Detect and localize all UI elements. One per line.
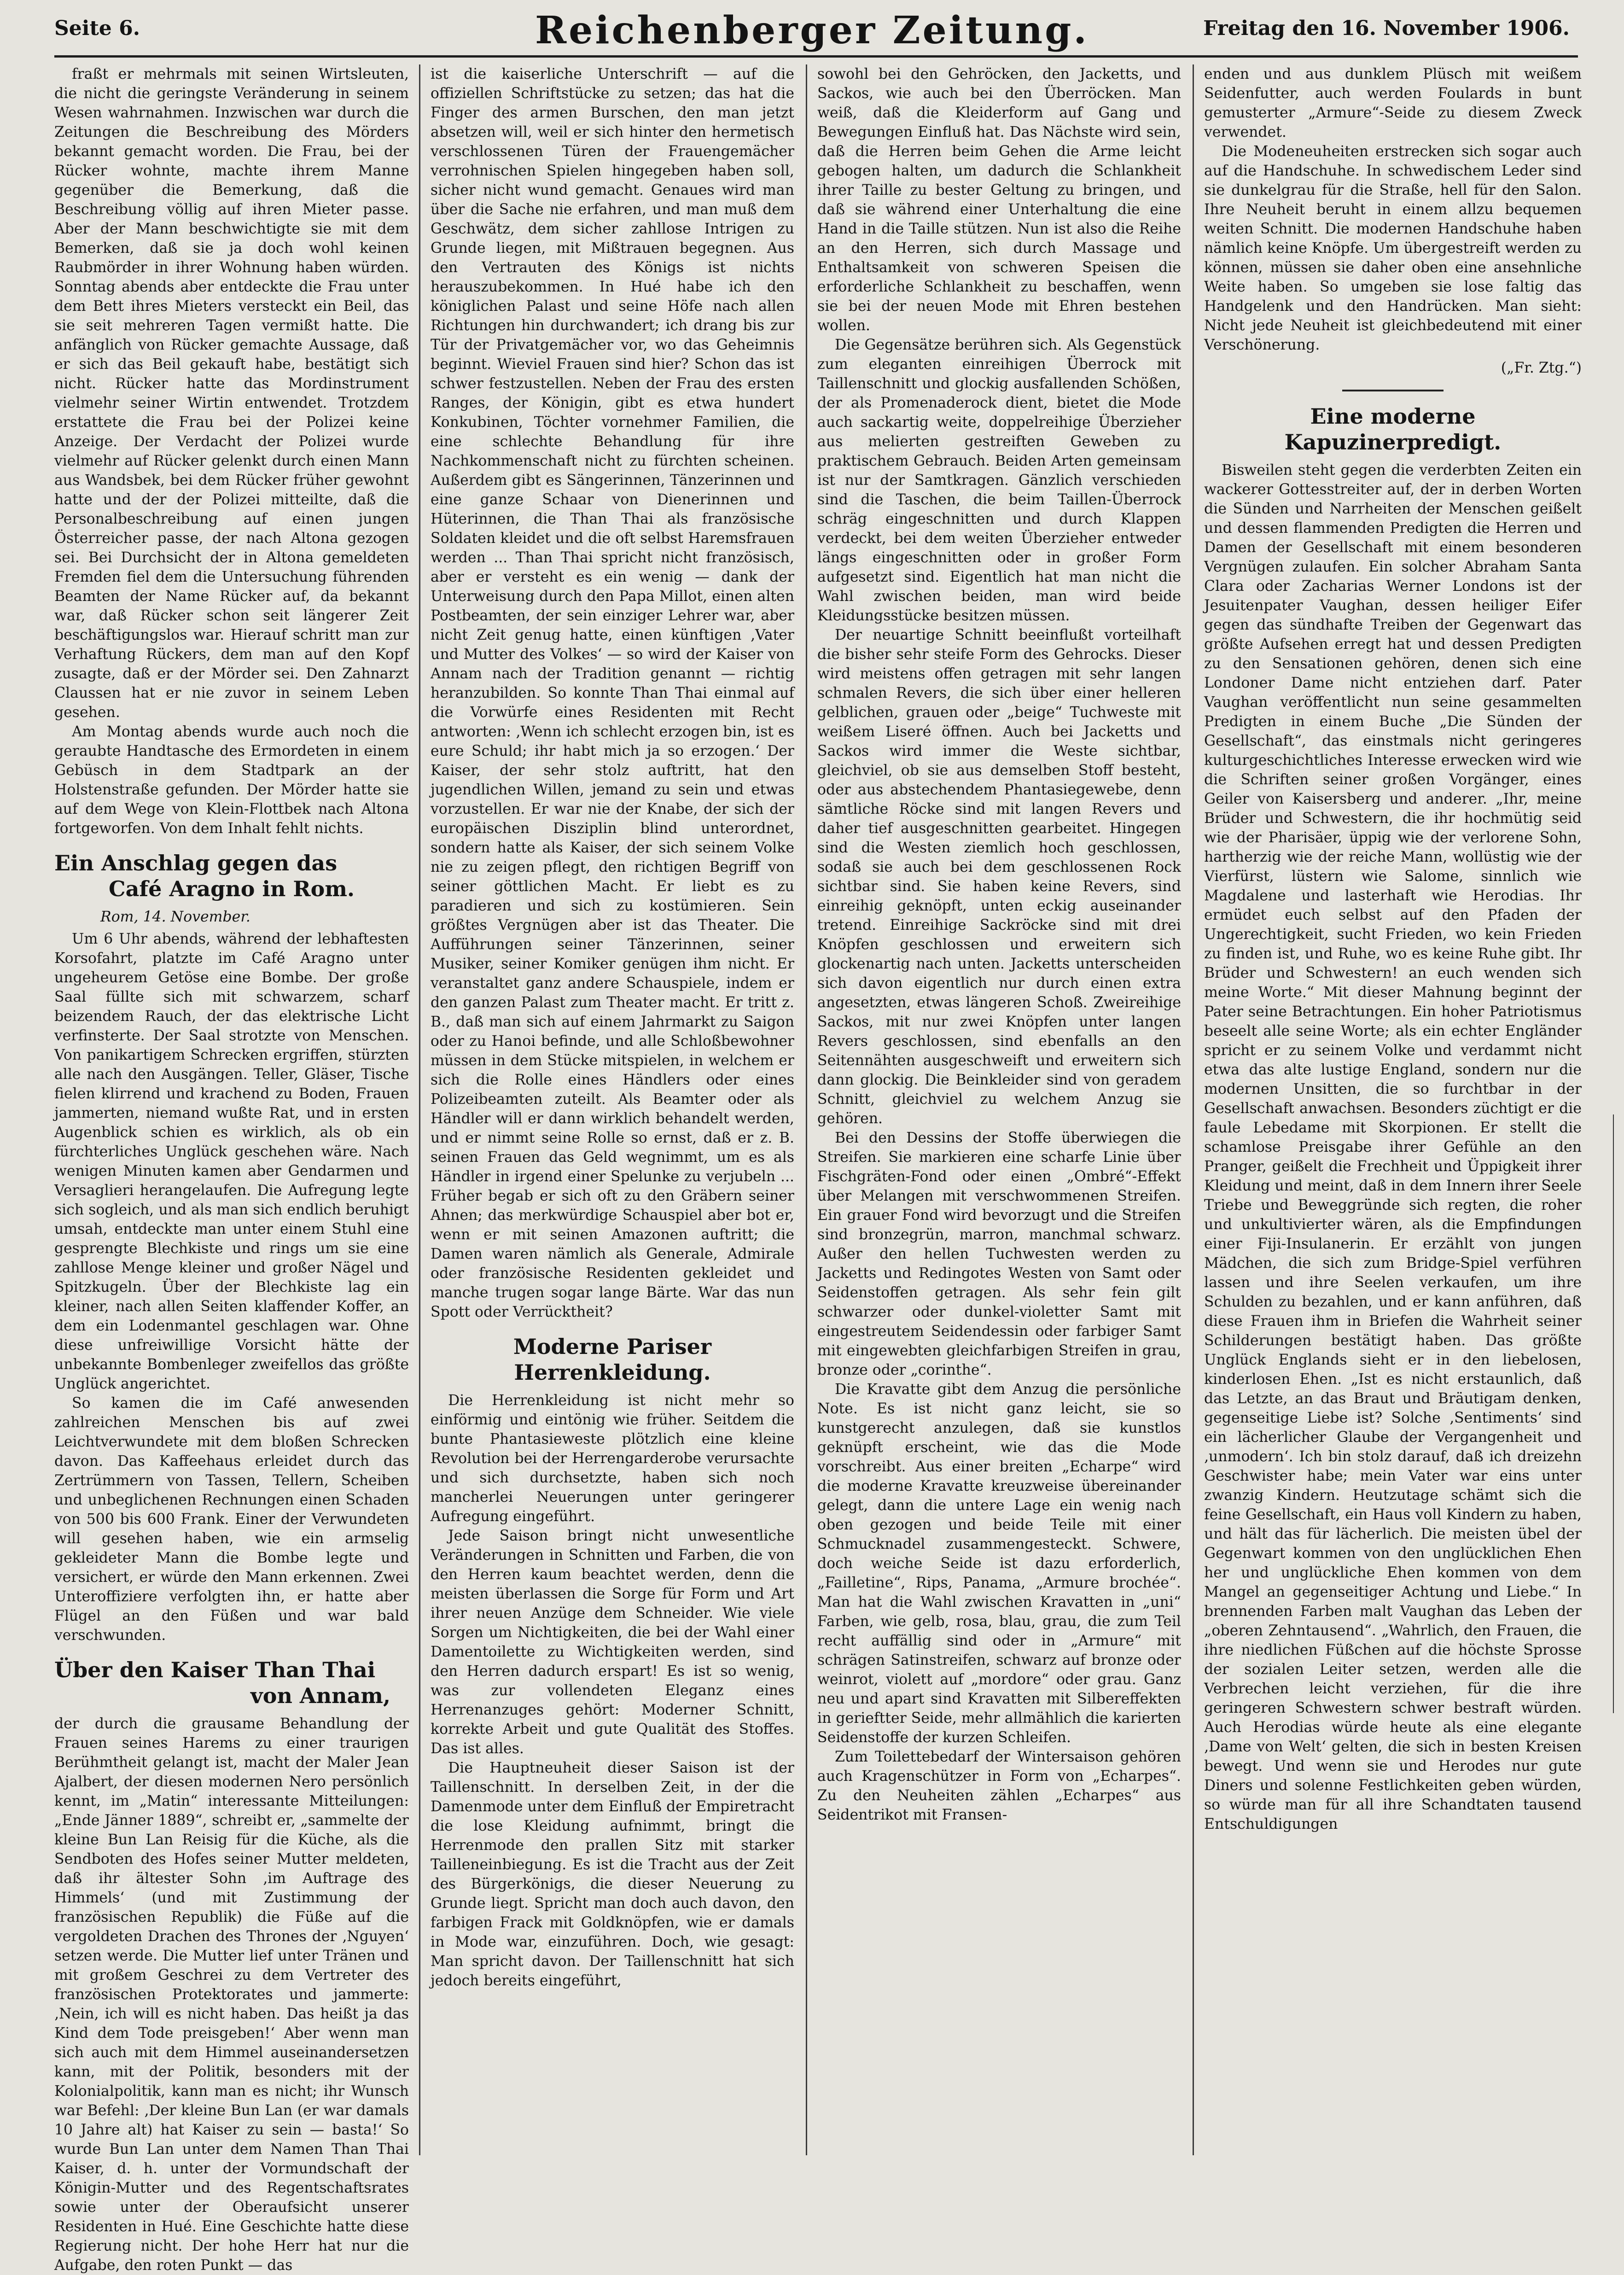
column-divider	[806, 64, 807, 2155]
article-heading-kaiser: Über den Kaiser Than Thai von Annam,	[54, 1657, 390, 1708]
paragraph: Die Kravatte gibt dem Anzug die persönliche Note. Es ist nicht ganz leicht, sie so kunstgerecht anzulegen, daß sie kunstlos geknüpft erscheint, wie das die Mode vorschreibt. Aus einer breiten „Echarpe“ wird die moderne Kravatte kreuzweise übereinander gelegt, dann die untere Lage ein wenig nach oben gezogen und beide Teile mit einer Schmucknadel zusammengesteckt. Schwere, doch weiche Seide ist dazu erforderlich, „Failletine“, Rips, Panama, „Armure brochée“. Man hat die Wahl zwischen Kravatten in „uni“ Farben, wie gelb, rosa, blau, grau, die zum Teil recht auffällig sind oder in „Armure“ mit schrägen Satinstreifen, schwarz auf bronze oder weinrot, violett auf „mordore“ oder grau. Ganz neu und apart sind Kravatten mit Silbereffekten in gerieftter Seide, mehr allmählich die karierten Seidenstoffe der kurzen Schleifen.	[817, 1381, 1181, 1746]
paragraph: Die Herrenkleidung ist nicht mehr so einförmig und eintönig wie früher. Seitdem die bunte Phantasieweste plötzlich eine kleine Revolution bei der Herrengarderobe verursachte und sich durchsetzte, haben sich noch mancherlei Neuerungen unter geringerer Aufregung eingeführt.	[431, 1392, 794, 1525]
column-2	[431, 64, 794, 2164]
section-rule	[1342, 390, 1444, 391]
paragraph: ist die kaiserliche Unterschrift — auf die offiziellen Schriftstücke zu setzen; das hat die Finger des armen Burschen, den man jetzt absetzen will, weil er sich hinter den hermetisch verschlossenen Türen der Frauengemächer verrohnischen Spielen hingegeben haben soll, sicher nicht wund gemacht. Genaues wird man über die Sache nie erfahren, und man muß dem Geschwätz, dem sicher zahllose Intrigen zu Grunde liegen, mit Mißtrauen begegnen. Aus den Vertrauten des Königs ist nichts herauszubekommen. In Hué habe ich den königlichen Palast und seine Höfe nach allen Richtungen hin durchwandert; ich drang bis zur Tür der Privatgemächer vor, wo das Geheimnis beginnt. Wieviel Frauen sind hier? Schon das ist schwer festzustellen. Neben der Frau des ersten Ranges, der Königin, gibt es etwa hundert Konkubinen, Töchter vornehmer Familien, die eine schlechte Behandlung für ihre Nachkommenschaft nicht zu fürchten scheinen. Außerdem gibt es Sängerinnen, Tänzerinnen und eine ganze Schaar von Dienerinnen und Hüterinnen, die Than Thai als französische Soldaten kleidet und die oft selbst Haremsfrauen werden ... Than Thai spricht nicht französisch, aber er versteht es ein wenig — dank der Unterweisung durch den Papa Millot, einen alten Postbeamten, der sein einziger Lehrer war, aber nicht Zeit genug hatte, einen künftigen ‚Vater und Mutter des Volkes‘ — so wird der Kaiser von Annam nach der Tradition genannt — richtig heranzubilden. So konnte Than Thai einmal auf die Vorwürfe eines Residenten mit Recht antworten: ‚Wenn ich schlecht erzogen bin, ist es eure Schuld; ihr habt mich ja so erzogen.‘ Der Kaiser, der sehr stolz auftritt, hat den jugendlichen Willen, jemand zu sein und etwas vorzustellen. Er war nie der Knabe, der sich der europäischen Disziplin blind unterordnet, sondern hatte als Kaiser, der sich seinem Volke nie zu zeigen pflegt, den richtigen Begriff von seiner göttlichen Macht. Er liebt es zu paradieren und sich zu kostümieren. Sein größtes Vergnügen aber ist das Theater. Die Aufführungen seiner Tänzerinnen, seiner Musiker, seiner Komiker genügen ihm nicht. Er veranstaltet ganz andere Schauspiele, indem er den ganzen Palast zum Theater macht. Er tritt z. B., daß man sich auf einem Jahrmarkt zu Saigon oder zu Hanoi befinde, und alle Schloßbewohner müssen in dem Stücke mitspielen, in welchem er sich die Rolle eines Händlers oder eines Polizeibeamten zuteilt. Als Beamter oder als Händler will er dann wirklich behandelt werden, und er nimmt seine Rolle so ernst, daß er z. B. seinen Frauen das Geld wegnimmt, um es als Händler in irgend einer Spelunke zu verjubeln ... Früher begab er sich oft zu den Gräbern seiner Ahnen; das merkwürdige Schauspiel aber bot er, wenn er mit seinen Amazonen auftritt; die Damen waren nämlich als Generale, Admirale oder französische Residenten gekleidet und manche trugen sogar lange Bärte. War das nun Spott oder Verrücktheit?	[431, 66, 794, 1320]
paragraph: Die Gegensätze berühren sich. Als Gegenstück zum eleganten einreihigen Überrock mit Taillenschnitt und glockig ausfallenden Schößen, der als Promenaderock dient, bietet die Mode auch sackartig weite, doppelreihige Überzieher aus melierten gestreiften Geweben zu praktischem Gebrauch. Beiden Arten gemeinsam ist nur der Samtkragen. Gänzlich verschieden sind die Taschen, die beim Taillen-Überrock schräg eingeschnitten und durch Klappen verdeckt, bei dem weiten Überzieher entweder längs eingeschnitten oder in großer Form aufgesetzt sind. Eigentlich hat man nicht die Wahl zwischen beiden, man wird beide Kleidungsstücke besitzen müssen.	[817, 337, 1181, 624]
paragraph: Bei den Dessins der Stoffe überwiegen die Streifen. Sie markieren eine scharfe Linie über Fischgräten-Fond oder einen „Ombré“-Effekt über Melangen mit verschwommenen Streifen. Ein grauer Fond wird bevorzugt und die Streifen sind bronzegrün, marron, manchmal schwarz. Außer den hellen Tuchwesten werden zu Jacketts und Redingotes Westen von Samt oder Seidenstoffen getragen. Als sehr fein gilt schwarzer oder dunkel-violetter Samt mit eingestreutem Seidendessin oder farbiger Samt mit eingewebten gleichfarbigen Streifen in grau, bronze oder „corinthe“.	[817, 1130, 1181, 1378]
paragraph: Die Modeneuheiten erstrecken sich sogar auch auf die Handschuhe. In schwedischem Leder sind sie dunkelgrau für die Straße, hell für den Salon. Ihre Neuheit beruht in einem allzu bequemen weiten Schnitt. Die modernen Handschuhe haben nämlich keine Knöpfe. Um übergestreift werden zu können, müssen sie daher oben eine ansehnliche Weite haben. So umgeben sie lose faltig das Handgelenk und den Handrücken. Man sieht: Nicht jede Neuheit ist gleichbedeutend mit einer Verschönerung.	[1204, 143, 1582, 353]
paragraph: Jede Saison bringt nicht unwesentliche Veränderungen in Schnitten und Farben, die von den Herren kaum beachtet werden, denn die meisten überlassen die Sorge für Form und Art ihrer neuen Anzüge dem Schneider. Wie viele Sorgen um Nichtigkeiten, die bei der Wahl einer Damentoilette zu Wichtigkeiten werden, sind den Herren dadurch erspart! Es ist so wenig, was zur vollendeten Eleganz eines Herrenanzuges gehört: Moderner Schnitt, korrekte Arbeit und gute Qualität des Stoffes. Das ist alles.	[431, 1528, 794, 1757]
column-divider	[419, 64, 420, 2155]
paragraph: Am Montag abends wurde auch noch die geraubte Handtasche des Ermordeten in einem Gebüsch in dem Stadtpark an der Holstenstraße gefunden. Der Mörder hatte sie auf dem Wege von Klein-Flottbek nach Altona fortgeworfen. Von dem Inhalt fehlt nichts.	[54, 723, 409, 837]
paragraph: Die Hauptneuheit dieser Saison ist der Taillenschnitt. In derselben Zeit, in der die Damenmode unter dem Einfluß der Empiretracht die lose Kleidung aufnimmt, bringt die Herrenmode den prallen Sitz mit starker Tailleneinbiegung. Es ist die Tracht aus der Zeit des Bürgerkönigs, die dieser Neuerung zu Grunde liegt. Spricht man doch auch davon, den farbigen Frack mit Goldknöpfen, wie er damals in Mode war, einzuführen. Doch, wie gesagt: Man spricht davon. Der Taillenschnitt hat sich jedoch bereits eingeführt,	[431, 1760, 794, 1989]
page-number: Seite 6.	[54, 17, 140, 40]
column-3	[817, 64, 1181, 2164]
page-header	[54, 6, 1570, 52]
adjacent-page-edge	[1613, 1114, 1624, 1713]
paragraph: sowohl bei den Gehröcken, den Jacketts, und Sackos, wie auch bei den Überröcken. Man weiß, daß die Kleiderform auf Gang und Bewegungen Einfluß hat. Das Nächste wird sein, daß die Herren beim Gehen die Arme leicht gebogen halten, um dadurch die Schlankheit ihrer Taille zu bester Geltung zu bringen, und daß sie während einer Unterhaltung die eine Hand in die Taille stützen. Nun ist also die Reihe an den Herren, sich durch Massage und Enthaltsamkeit von schweren Speisen die erforderliche Schlankheit zu beschaffen, wenn sie bei der neuen Mode mit Ehren bestehen wollen.	[817, 66, 1181, 334]
column-4	[1204, 64, 1582, 2164]
article-heading-herren: Moderne Pariser Herrenkleidung.	[513, 1334, 712, 1385]
masthead: Reichenberger Zeitung.	[535, 8, 1089, 52]
paragraph: der durch die grausame Behandlung der Frauen seines Harems zu einer traurigen Berühmtheit gelangt ist, macht der Maler Jean Ajalbert, der diesen modernen Nero persönlich kennt, im „Matin“ interessante Mitteilungen: „Ende Jänner 1889“, schreibt er, „sammelte der kleine Bun Lan Reisig für die Küche, als die Sendboten des Hofes seiner Mutter meldeten, daß ihr ältester Sohn ‚im Auftrage des Himmels‘ (und mit Zustimmung der französischen Republik) die Füße auf die vergoldeten Drachen des Thrones der ‚Nguyen‘ setzen werde. Die Mutter lief unter Tränen und mit großem Geschrei zu dem Vertreter des französischen Protektorates und jammerte: ‚Nein, ich will es nicht haben. Das heißt ja das Kind dem Tode preisgeben!‘ Aber wenn man sich auch mit dem Himmel auseinandersetzen kann, mit der Politik, besonders mit der Kolonialpolitik, kann man es nicht; ihr Wunsch war Befehl: ‚Der kleine Bun Lan (er war damals 10 Jahre alt) hat Kaiser zu sein — basta!‘ So wurde Bun Lan unter dem Namen Than Thai Kaiser, d. h. unter der Vormundschaft der Königin-Mutter und des Regentschaftsrates sowie unter der Oberaufsicht unserer Residenten in Hué. Eine Geschichte hatte diese Regierung nicht. Der hohe Herr hat nur die Aufgabe, den roten Punkt — das	[54, 1715, 409, 2274]
dateline: Rom, 14. November.	[100, 909, 250, 925]
paragraph: Um 6 Uhr abends, während der lebhaftesten Korsofahrt, platzte im Café Aragno unter ungeheurem Getöse eine Bombe. Der große Saal füllte sich mit schwarzem, scharf beizendem Rauch, der das elektrische Licht verfinsterte. Der Saal strotzte von Menschen. Von panikartigem Schrecken ergriffen, stürzten alle nach den Ausgängen. Teller, Gläser, Tische fielen klirrend und krachend zu Boden, Frauen jammerten, niemand wußte Rat, und in ersten Augenblick schien es wirklich, als ob ein fürchterliches Unglück geschehen wäre. Nach wenigen Minuten kamen aber Gendarmen und Versaglieri herangelaufen. Die Aufregung legte sich sogleich, und als man sich endlich beruhigt umsah, entdeckte man unter einem Stuhl eine gesprengte Blechkiste und rings um sie eine zahllose Menge kleiner und großer Nägel und Spitzkugeln. Über der Blechkiste lag ein kleiner, nach allen Seiten klaffender Koffer, an dem ein Lodenmantel geschlagen war. Ohne diese unfreiwillige Vorsicht hätte der unbekannte Bombenleger zweifellos das größte Unglück angerichtet.	[54, 931, 409, 1392]
issue-date: Freitag den 16. November 1906.	[1203, 17, 1570, 40]
article-heading-anschlag: Ein Anschlag gegen das Café Aragno in Rom.	[54, 851, 355, 901]
paragraph: Der neuartige Schnitt beeinflußt vorteilhaft die bisher sehr steife Form des Gehrocks. Dieser wird meistens offen getragen mit sehr langen schmalen Revers, die sich über einer helleren gelblichen, grauen oder „beige“ Tuchweste mit weißem Liseré öffnen. Auch bei Jacketts und Sackos wird immer die Weste sichtbar, gleichviel, ob sie aus demselben Stoff besteht, oder aus abstechendem Phantasiegewebe, denn sämtliche Röcke sind mit langen Revers und daher tief ausgeschnitten gearbeitet. Hingegen sind die Westen ziemlich hoch geschlossen, sodaß sie auch bei dem geschlossenen Rock sichtbar sind. Sie haben keine Revers, sind einreihig geknöpft, unten eckig auseinander tretend. Einreihige Sackröcke sind mit drei Knöpfen geschlossen und erweitern sich glockenartig nach unten. Jacketts unterscheiden sich davon eigentlich nur durch einen extra angesetzten, etwas längeren Schoß. Zweireihige Sackos, mit nur zwei Knöpfen unter langen Revers geschlossen, sind ebenfalls an den Seitennähten ausgeschweift und erweitern sich dann glockig. Die Beinkleider sind von geradem Schnitt, gleichviel zu welchem Anzug sie gehören.	[817, 627, 1181, 1127]
paragraph: Zum Toilettebedarf der Wintersaison gehören auch Kragenschützer in Form von „Echarpes“. Zu den Neuheiten zählen „Echarpes“ aus Seidentrikot mit Fransen-	[817, 1749, 1181, 1823]
paragraph: fraßt er mehrmals mit seinen Wirtsleuten, die nicht die geringste Veränderung in seinem Wesen wahrnahmen. Inzwischen war durch die Zeitungen die Beschreibung des Mörders bekannt gemacht worden. Die Frau, bei der Rücker wohnte, machte ihrem Manne gegenüber die Bemerkung, daß die Beschreibung völlig auf ihren Mieter passe. Aber der Mann beschwichtigte sie mit dem Bemerken, daß sie ja doch wohl keinen Raubmörder in ihrer Wohnung haben würden. Sonntag abends aber entdeckte die Frau unter dem Bett ihres Mieters versteckt ein Beil, das sie seit mehreren Tagen vermißt hatte. Die anfänglich von Rücker gemachte Aussage, daß er sich das Beil gekauft habe, bestätigt sich nicht. Rücker hatte das Mordinstrument vielmehr seiner Wirtin entwendet. Trotzdem erstattete die Frau bei der Polizei keine Anzeige. Der Verdacht der Polizei wurde vielmehr auf Rücker gelenkt durch einen Mann aus Wandsbek, bei dem Rücker früher gewohnt hatte und der der Polizei mitteilte, daß die Personalbeschreibung auf einen jungen Österreicher passe, der nach Altona gezogen sei. Bei Durchsicht der in Altona gemeldeten Fremden fiel dem die Untersuchung führenden Beamten der Name Rücker auf, da bekannt war, daß Rücker schon seit längerer Zeit beschäftigungslos war. Hierauf schritt man zur Verhaftung Rückers, dem man auf den Kopf zusagte, daß er der Mörder sei. Den Zahnarzt Claussen hat er nie zuvor in seinem Leben gesehen.	[54, 66, 409, 721]
article-heading-kapuziner: Eine moderne Kapuzinerpredigt.	[1284, 404, 1502, 455]
paragraph: So kamen die im Café anwesenden zahlreichen Menschen bis auf zwei Leichtverwundete mit dem bloßen Schrecken davon. Das Kaffeehaus erleidet durch das Zertrümmern von Tassen, Tellern, Scheiben und unbeglichenen Rechnungen einen Schaden von 500 bis 600 Frank. Einer der Verwundeten will gesehen haben, wie ein armselig gekleideter Mann die Bombe legte und versichert, er würde den Mann erkennen. Zwei Unteroffiziere verfolgten ihn, er hatte aber Flügel an den Füßen und war bald verschwunden.	[54, 1395, 409, 1644]
paragraph: enden und aus dunklem Plüsch mit weißem Seidenfutter, auch werden Foulards in bunt gemusterter „Armure“-Seide zu diesem Zweck verwendet.	[1204, 66, 1582, 140]
paragraph: Bisweilen steht gegen die verderbten Zeiten ein wackerer Gottesstreiter auf, der in derben Worten die Sünden und Narrheiten der Menschen geißelt und dessen flammenden Predigten die Herren und Damen der Gesellschaft mit einem besonderen Vergnügen zulaufen. Ein solcher Abraham Santa Clara oder Zacharias Werner Londons ist der Jesuitenpater Vaughan, dessen heiliger Eifer gegen das sündhafte Treiben der Gegenwart das größte Aufsehen erregt hat und dessen Predigten zu den Sensationen gehören, denen sich eine Londoner Dame nicht entziehen darf. Pater Vaughan veröffentlicht nun seine gesammelten Predigten in einem Buche „Die Sünden der Gesellschaft“, das einstmals nicht geringeres kulturgeschichtliches Interesse erwecken wird wie die Schriften seiner großen Vorgänger, eines Geiler von Kaisersberg und anderer. „Ihr, meine Brüder und Schwestern, die ihr hochmütig seid wie der Pharisäer, üppig wie der verlorene Sohn, hartherzig wie der reiche Mann, wollüstig wie der Vierfürst, lüstern wie Salome, sinnlich wie Magdalene und lasterhaft wie Herodias. Ihr ermüdet euch selbst auf den Pfaden der Ungerechtigkeit, sucht Frieden, wo kein Frieden zu finden ist, und Ruhe, wo es keine Ruhe gibt. Ihr Brüder und Schwestern! an euch wenden sich meine Worte.“ Mit dieser Mahnung beginnt der Pater seine Betrachtungen. Ein hoher Patriotismus beseelt alle seine Worte; als ein echter Engländer spricht er zu seinem Volke und verdammt nicht etwa das alte lustige England, sondern nur die modernen Unsitten, die so furchtbar in der Gesellschaft anwachsen. Besonders züchtigt er die faule Lebedame mit Skorpionen. Er stellt die schamlose Preisgabe ihrer Gefühle an den Pranger, geißelt die Frechheit und Üppigkeit ihrer Kleidung und meint, daß in dem Innern ihrer Seele Triebe und Beweggründe sich regten, die roher und unkultivierter wären, als die Empfindungen einer Fiji-Insulanerin. Er erzählt von jungen Mädchen, die sich zum Bridge-Spiel verführen lassen und ihre Seelen verkaufen, um ihre Schulden zu bezahlen, und er kann anführen, daß diese Frauen ihm in Briefen die Wahrheit seiner Schilderungen bestätigt haben. Das größte Unglück Englands sieht er in den liebelosen, kinderlosen Ehen. „Ist es nicht erstaunlich, daß das Letzte, an das Braut und Bräutigam denken, gegenseitige Liebe ist? Solche ‚Sentiments‘ sind ein lächerlicher Glaube der Vergangenheit und ‚unmodern‘. Ich bin stolz darauf, daß ich dreizehn Geschwister habe; mein Vater war eins unter zwanzig Kindern. Heutzutage schämt sich die feine Gesellschaft, ein Haus voll Kindern zu haben, und hält das für lächerlich. Die meisten übel der Gegenwart kommen von den unglücklichen Ehen her und unglückliche Ehen kommen von dem Mangel an gegenseitiger Achtung und Liebe.“ In brennenden Farben malt Vaughan das Leben der „oberen Zehntausend“. „Wahrlich, den Frauen, die ihre niedlichen Füßchen auf die höchste Sprosse der sozialen Leiter setzen, werden alle die Verbrechen leicht verziehen, für die ihre geringeren Schwestern schwer bestraft würden. Auch Herodias würde heute als eine elegante ‚Dame von Welt‘ gelten, die sich in besten Kreisen bewegt. Und wenn sie und Herodes nur gute Diners und solenne Festlichkeiten geben würden, so würde man für all ihre Schandtaten tausend Entschuldigungen	[1204, 462, 1582, 1832]
column-1	[54, 64, 409, 2274]
header-rule	[54, 55, 1578, 58]
source-credit: („Fr. Ztg.“)	[1501, 360, 1582, 376]
column-divider	[1193, 64, 1194, 2155]
